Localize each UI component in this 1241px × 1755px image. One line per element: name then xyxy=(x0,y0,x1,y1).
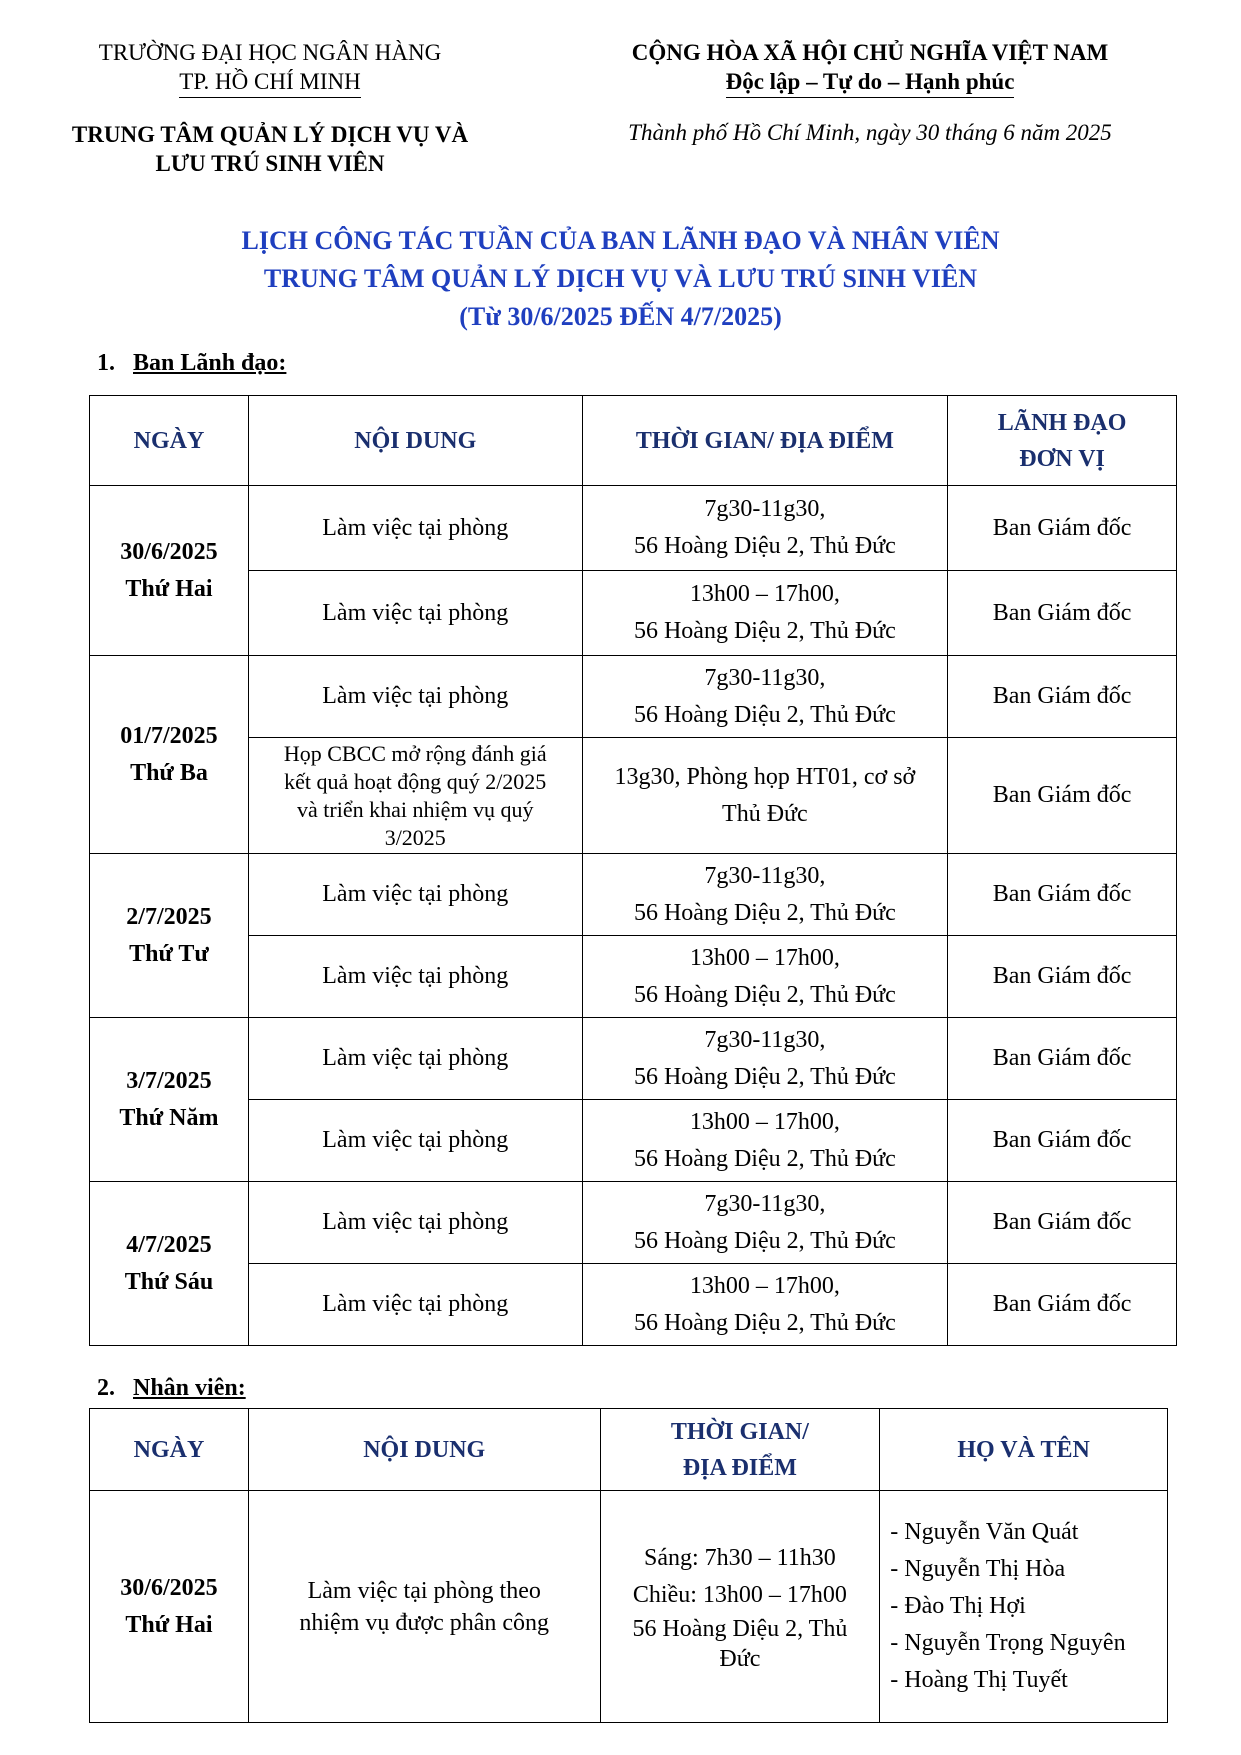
university-name: TRƯỜNG ĐẠI HỌC NGÂN HÀNG xyxy=(98,40,442,65)
section1-label: Ban Lãnh đạo: xyxy=(133,350,287,376)
header-full-name: HỌ VÀ TÊN xyxy=(880,1409,1168,1491)
content-cell: Làm việc tại phòng xyxy=(248,1264,582,1346)
day-cell: 01/7/2025 Thứ Ba xyxy=(90,656,249,854)
time-place-cell: 7g30-11g30, 56 Hoàng Diệu 2, Thủ Đức xyxy=(582,1018,948,1100)
table-row xyxy=(90,854,1177,936)
time-place-cell: 7g30-11g30, 56 Hoàng Diệu 2, Thủ Đức xyxy=(582,1182,948,1264)
staff-name: - Đào Thị Hợi xyxy=(890,1593,1026,1619)
content-cell: Làm việc tại phòng xyxy=(248,1018,582,1100)
day-cell: 3/7/2025 Thứ Năm xyxy=(90,1018,249,1182)
table-row xyxy=(90,738,1177,854)
section1-heading xyxy=(97,350,286,377)
content-cell: Làm việc tại phòng xyxy=(248,486,582,571)
content-cell: Làm việc tại phòng theo nhiệm vụ được phân công xyxy=(248,1491,600,1723)
table-row xyxy=(90,571,1177,656)
content-cell: Làm việc tại phòng xyxy=(248,1100,582,1182)
time-place-cell: 13h00 – 17h00, 56 Hoàng Diệu 2, Thủ Đức xyxy=(582,936,948,1018)
leader-cell: Ban Giám đốc xyxy=(948,854,1177,936)
content-cell: Làm việc tại phòng xyxy=(248,936,582,1018)
leader-cell: Ban Giám đốc xyxy=(948,1018,1177,1100)
time-place-cell: 13h00 – 17h00, 56 Hoàng Diệu 2, Thủ Đức xyxy=(582,571,948,656)
time-place-cell: 13h00 – 17h00, 56 Hoàng Diệu 2, Thủ Đức xyxy=(582,1264,948,1346)
header-content: NỘI DUNG xyxy=(248,1409,600,1491)
leader-cell: Ban Giám đốc xyxy=(948,486,1177,571)
time-place-cell: 13h00 – 17h00, 56 Hoàng Diệu 2, Thủ Đức xyxy=(582,1100,948,1182)
staff-name: - Nguyễn Thị Hòa xyxy=(890,1556,1066,1582)
table-row xyxy=(90,1264,1177,1346)
table-row xyxy=(90,486,1177,571)
center-name-line1: TRUNG TÂM QUẢN LÝ DỊCH VỤ VÀ xyxy=(71,122,469,147)
header-time-place: THỜI GIAN/ ĐỊA ĐIỂM xyxy=(582,396,948,486)
staff-name: - Hoàng Thị Tuyết xyxy=(890,1667,1068,1693)
staff-name: - Nguyễn Văn Quát xyxy=(890,1519,1079,1545)
table-header-row xyxy=(90,1409,1168,1491)
national-motto: Độc lập – Tự do – Hạnh phúc xyxy=(726,67,1015,98)
table-row xyxy=(90,1491,1168,1723)
content-cell: Họp CBCC mở rộng đánh giá kết quả hoạt động quý 2/2025 và triển khai nhiệm vụ quý 3/2025 xyxy=(248,738,582,854)
org-header xyxy=(50,38,490,178)
title-line1: LỊCH CÔNG TÁC TUẦN CỦA BAN LÃNH ĐẠO VÀ NHÂN VIÊN xyxy=(241,226,1000,255)
content-cell: Làm việc tại phòng xyxy=(248,1182,582,1264)
leadership-schedule-table xyxy=(89,395,1177,1346)
table-row xyxy=(90,1100,1177,1182)
leader-cell: Ban Giám đốc xyxy=(948,936,1177,1018)
table-row xyxy=(90,1018,1177,1100)
time-place-cell: 7g30-11g30, 56 Hoàng Diệu 2, Thủ Đức xyxy=(582,854,948,936)
time-place-cell: 7g30-11g30, 56 Hoàng Diệu 2, Thủ Đức xyxy=(582,486,948,571)
header-leader: LÃNH ĐẠO ĐƠN VỊ xyxy=(948,396,1177,486)
day-cell: 4/7/2025 Thứ Sáu xyxy=(90,1182,249,1346)
national-title: CỘNG HÒA XÃ HỘI CHỦ NGHĨA VIỆT NAM xyxy=(631,40,1109,65)
time-place-cell: 13g30, Phòng họp HT01, cơ sở Thủ Đức xyxy=(582,738,948,854)
section1-number: 1. xyxy=(97,350,115,376)
document-date: Thành phố Hồ Chí Minh, ngày 30 tháng 6 năm 2025 xyxy=(628,120,1112,145)
title-line2: TRUNG TÂM QUẢN LÝ DỊCH VỤ VÀ LƯU TRÚ SINH VIÊN xyxy=(263,264,978,293)
day-cell: 30/6/2025 Thứ Hai xyxy=(90,1491,249,1723)
leader-cell: Ban Giám đốc xyxy=(948,571,1177,656)
leader-cell: Ban Giám đốc xyxy=(948,656,1177,738)
national-header xyxy=(540,38,1200,147)
document-title xyxy=(0,222,1241,336)
header-day: NGÀY xyxy=(90,1409,249,1491)
content-cell: Làm việc tại phòng xyxy=(248,854,582,936)
day-cell: 2/7/2025 Thứ Tư xyxy=(90,854,249,1018)
section2-number: 2. xyxy=(97,1375,115,1401)
leader-cell: Ban Giám đốc xyxy=(948,1100,1177,1182)
university-city: TP. HỒ CHÍ MINH xyxy=(179,67,360,98)
section2-label: Nhân viên: xyxy=(133,1375,246,1401)
section2-heading xyxy=(97,1375,246,1402)
day-cell: 30/6/2025 Thứ Hai xyxy=(90,486,249,656)
staff-schedule-table xyxy=(89,1408,1168,1723)
table-header-row xyxy=(90,396,1177,486)
title-line3: (Từ 30/6/2025 ĐẾN 4/7/2025) xyxy=(459,302,782,331)
center-name-line2: LƯU TRÚ SINH VIÊN xyxy=(155,151,385,176)
table-row xyxy=(90,1182,1177,1264)
header-day: NGÀY xyxy=(90,396,249,486)
time-place-cell: Sáng: 7h30 – 11h30 Chiều: 13h00 – 17h00 56 Hoàng Diệu 2, Thủ Đức xyxy=(600,1491,880,1723)
header-time-place: THỜI GIAN/ ĐỊA ĐIỂM xyxy=(600,1409,880,1491)
leader-cell: Ban Giám đốc xyxy=(948,1182,1177,1264)
time-place-cell: 7g30-11g30, 56 Hoàng Diệu 2, Thủ Đức xyxy=(582,656,948,738)
leader-cell: Ban Giám đốc xyxy=(948,738,1177,854)
content-cell: Làm việc tại phòng xyxy=(248,571,582,656)
header-content: NỘI DUNG xyxy=(248,396,582,486)
table-row xyxy=(90,936,1177,1018)
content-cell: Làm việc tại phòng xyxy=(248,656,582,738)
leader-cell: Ban Giám đốc xyxy=(948,1264,1177,1346)
staff-names-cell xyxy=(880,1491,1168,1723)
table-row xyxy=(90,656,1177,738)
staff-name: - Nguyễn Trọng Nguyên xyxy=(890,1630,1126,1656)
